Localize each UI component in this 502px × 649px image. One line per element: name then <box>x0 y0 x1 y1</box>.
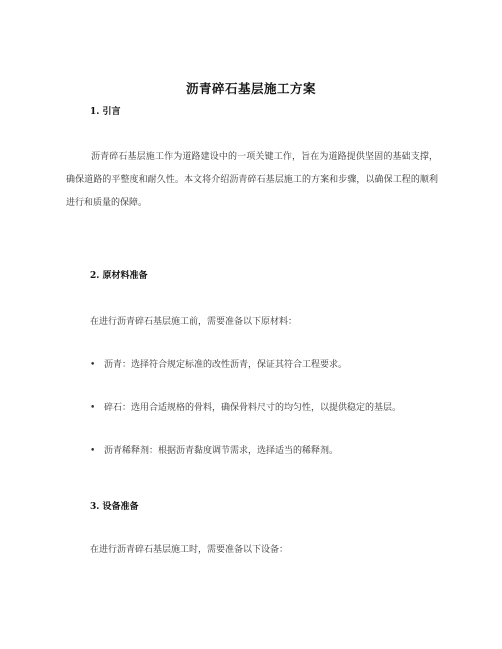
section-heading-introduction: 1. 引言 <box>90 107 121 117</box>
section-intro-materials: 在进行沥青碎石基层施工前，需要准备以下原材料： <box>90 317 298 327</box>
section-paragraph-introduction: 沥青碎石基层施工作为道路建设中的一项关键工作，旨在为道路提供坚固的基础支撑，确保道路的平整度和耐久性。本文将介绍沥青碎石基层施工的方案和步骤，以确保工程的顺利进行和质量的保障。 <box>66 152 438 208</box>
bullet-icon: • <box>90 446 96 456</box>
list-item <box>90 357 347 370</box>
list-item-text: 沥青：选择符合规定标准的改性沥青，保证其符合工程要求。 <box>104 360 348 370</box>
list-item-text: 碎石：选用合适规格的骨料，确保骨料尺寸的均匀性，以提供稳定的基层。 <box>104 403 402 413</box>
bullet-icon: • <box>90 360 96 370</box>
bullet-icon: • <box>90 403 96 413</box>
section-heading-materials: 2. 原材料准备 <box>90 271 148 281</box>
section-heading-equipment: 3. 设备准备 <box>90 502 139 512</box>
document-title: 沥青碎石基层施工方案 <box>185 81 316 96</box>
list-item-text: 沥青稀释剂：根据沥青黏度调节需求，选择适当的稀释剂。 <box>104 446 339 456</box>
list-item <box>90 443 338 456</box>
section-intro-equipment: 在进行沥青碎石基层施工时，需要准备以下设备： <box>90 545 289 555</box>
list-item <box>90 400 401 413</box>
